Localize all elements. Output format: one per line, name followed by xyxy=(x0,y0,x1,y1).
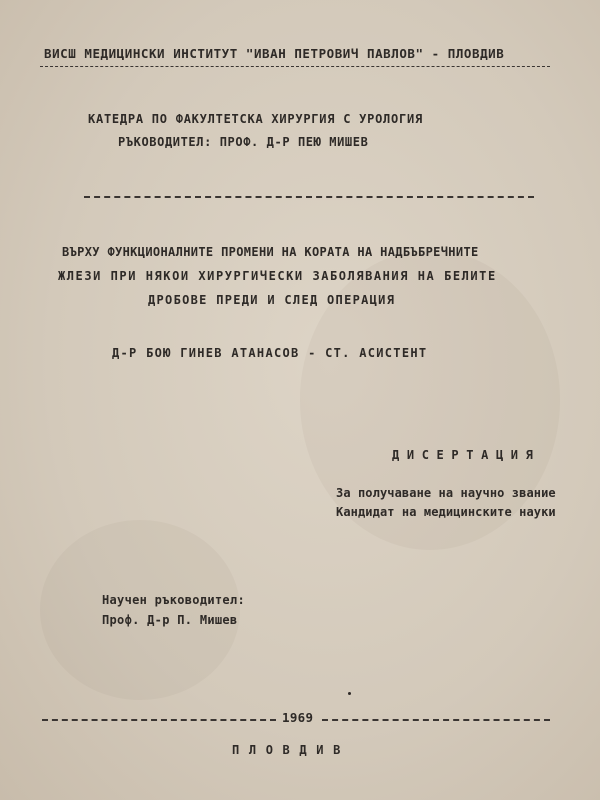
title-line-2: ЖЛЕЗИ ПРИ НЯКОИ ХИРУРГИЧЕСКИ ЗАБОЛЯВАНИЯ НА БЕЛИТЕ xyxy=(58,269,497,283)
supervisor-name: Проф. Д-р П. Мишев xyxy=(102,613,238,627)
dissertation-label: Д И С Е Р Т А Ц И Я xyxy=(392,448,534,462)
footer-year: 1969 xyxy=(282,710,314,725)
paper-stain xyxy=(40,520,240,700)
dissertation-purpose-1: За получаване на научно звание xyxy=(336,486,556,500)
footer-rule-left xyxy=(42,719,276,721)
supervisor-label: Научен ръководител: xyxy=(102,593,245,607)
footer-city: П Л О В Д И В xyxy=(232,743,342,757)
footer-rule-right xyxy=(322,719,550,721)
department-head-line: РЪКОВОДИТЕЛ: ПРОФ. Д-Р ПЕЮ МИШЕВ xyxy=(118,135,369,149)
dissertation-purpose-2: Кандидат на медицинските науки xyxy=(336,505,556,519)
title-line-1: ВЪРХУ ФУНКЦИОНАЛНИТЕ ПРОМЕНИ НА КОРАТА НА НАДБЪБРЕЧНИТЕ xyxy=(62,245,479,259)
author-line: Д-Р БОЮ ГИНЕВ АТАНАСОВ - СТ. АСИСТЕНТ xyxy=(112,346,428,360)
institute-line: ВИСШ МЕДИЦИНСКИ ИНСТИТУТ "ИВАН ПЕТРОВИЧ ПАВЛОВ" - ПЛОВДИВ xyxy=(44,46,505,61)
institute-underline xyxy=(40,66,550,67)
title-line-3: ДРОБОВЕ ПРЕДИ И СЛЕД ОПЕРАЦИЯ xyxy=(148,293,396,307)
department-line: КАТЕДРА ПО ФАКУЛТЕТСКА ХИРУРГИЯ С УРОЛОГИЯ xyxy=(88,112,423,126)
header-divider xyxy=(84,196,534,198)
ink-dot xyxy=(348,692,351,695)
